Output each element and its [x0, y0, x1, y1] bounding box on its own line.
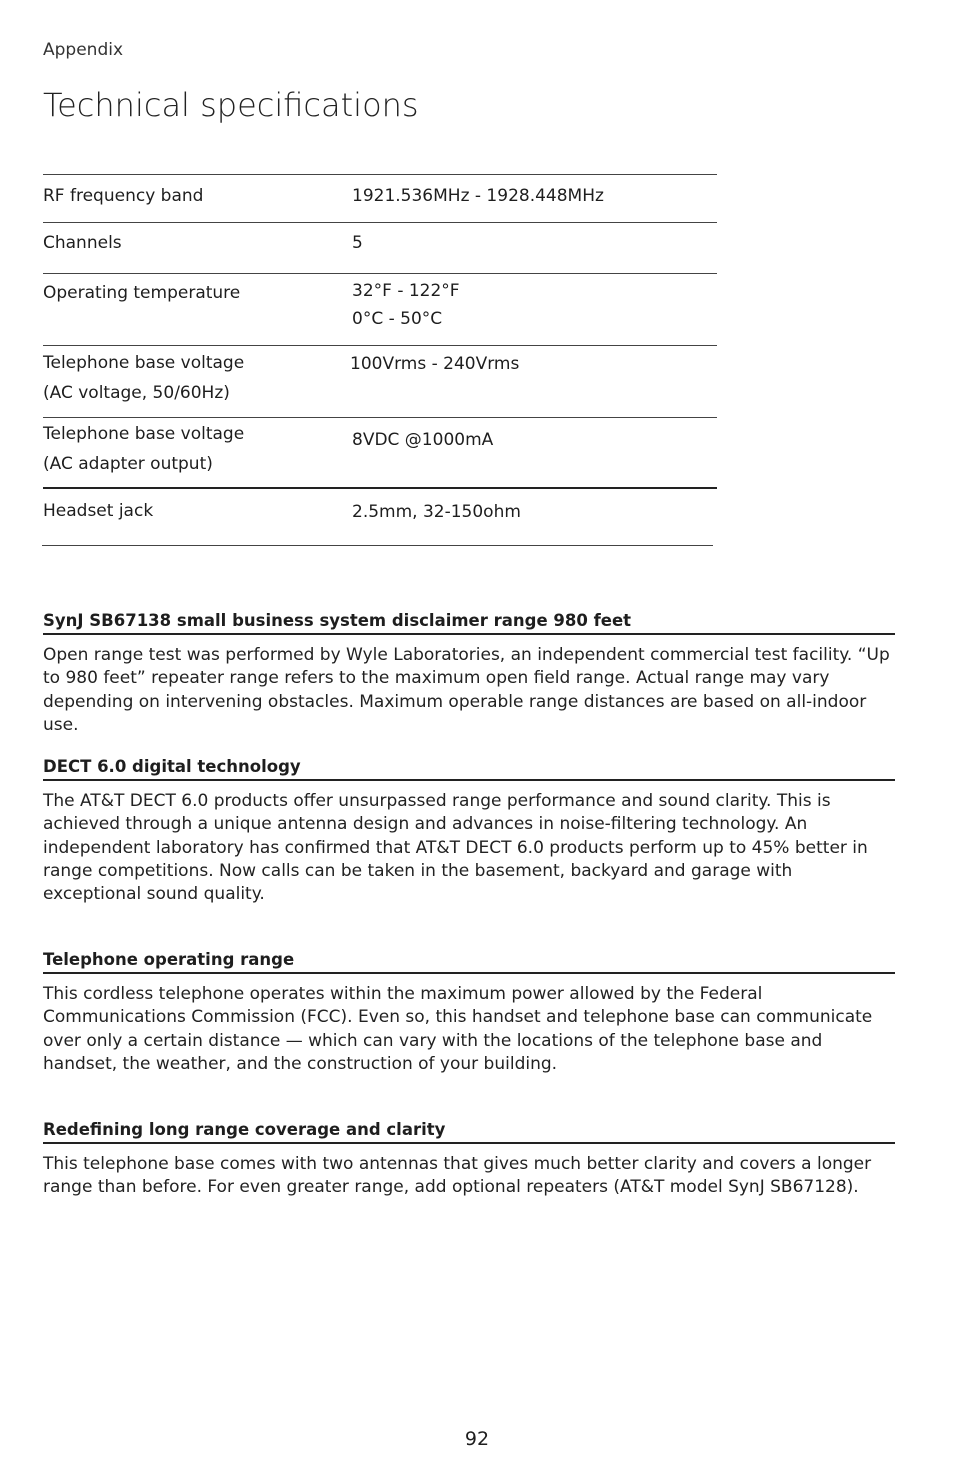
spec-value-line: 100Vrms - 240Vrms	[350, 354, 520, 374]
section-dect-technology	[43, 757, 895, 906]
spec-row-base-voltage-ac	[43, 345, 717, 417]
spec-value	[352, 182, 604, 210]
spec-value-line: 5	[352, 233, 363, 253]
section-heading: SynJ SB67138 small business system disclaimer range 980 feet	[43, 611, 895, 635]
section-range-disclaimer	[43, 611, 895, 737]
spec-label-line: RF frequency band	[43, 186, 204, 206]
spec-row-rf-frequency	[43, 174, 717, 222]
spec-value	[352, 229, 363, 257]
spec-table	[43, 174, 717, 545]
table-bottom-rule	[42, 545, 713, 546]
spec-label-line: Operating temperature	[43, 283, 241, 303]
spec-label	[43, 419, 244, 479]
spec-value-line: 1921.536MHz - 1928.448MHz	[352, 186, 604, 206]
spec-label	[43, 348, 244, 408]
spec-label-line: (AC adapter output)	[43, 454, 213, 474]
spec-label	[43, 496, 153, 526]
spec-value	[352, 498, 521, 526]
spec-value	[352, 426, 493, 454]
spec-row-channels	[43, 222, 717, 273]
page-number: 92	[464, 1428, 490, 1450]
spec-value-line: 2.5mm, 32-150ohm	[352, 502, 521, 522]
spec-label-line: Headset jack	[43, 501, 154, 521]
spec-label-line: Telephone base voltage	[43, 424, 245, 444]
section-long-range	[43, 1120, 895, 1200]
spec-label-line: Channels	[43, 233, 122, 253]
section-body: This cordless telephone operates within the maximum power allowed by the Federal Communications Commission (FCC). Even so, this handset and telephone base can communicate over only a certain distance — which can vary with the locations of the telephone base and handset, the weather, and the construction of your building.	[43, 984, 873, 1074]
spec-value-line: 32°F - 122°F	[352, 281, 460, 301]
spec-value	[352, 277, 460, 333]
section-body: Open range test was performed by Wyle Laboratories, an independent commercial test facility. “Up to 980 feet” repeater range refers to the maximum open field range. Actual range may vary depending on intervening obstacles. Maximum operable range distances are based on all-indoor use.	[43, 645, 890, 735]
spec-label-line: Telephone base voltage	[43, 353, 245, 373]
section-operating-range	[43, 950, 895, 1076]
section-heading: DECT 6.0 digital technology	[43, 757, 895, 781]
spec-row-operating-temperature	[43, 273, 717, 345]
spec-row-base-voltage-adapter	[43, 417, 717, 487]
breadcrumb: Appendix	[43, 40, 124, 60]
spec-value-line: 0°C - 50°C	[352, 309, 443, 329]
spec-value	[350, 350, 519, 378]
spec-label	[43, 181, 203, 211]
section-heading: Redefining long range coverage and clarity	[43, 1120, 895, 1144]
section-heading: Telephone operating range	[43, 950, 895, 974]
section-body: The AT&T DECT 6.0 products offer unsurpassed range performance and sound clarity. This is achieved through a unique antenna design and advances in noise-filtering technology. An independent laboratory has confirmed that AT&T DECT 6.0 products perform up to 45% better in range competitions. Now calls can be taken in the basement, backyard and garage with exceptional sound quality.	[43, 791, 868, 905]
page-title: Technical specifications	[43, 86, 419, 124]
spec-value-line: 8VDC @1000mA	[352, 430, 494, 450]
spec-label	[43, 278, 240, 308]
spec-label-line: (AC voltage, 50/60Hz)	[43, 383, 230, 403]
section-body: This telephone base comes with two antennas that gives much better clarity and covers a longer range than before. For even greater range, add optional repeaters (AT&T model SynJ SB67128).	[43, 1154, 872, 1198]
spec-row-headset-jack	[43, 487, 717, 545]
spec-label	[43, 228, 122, 258]
